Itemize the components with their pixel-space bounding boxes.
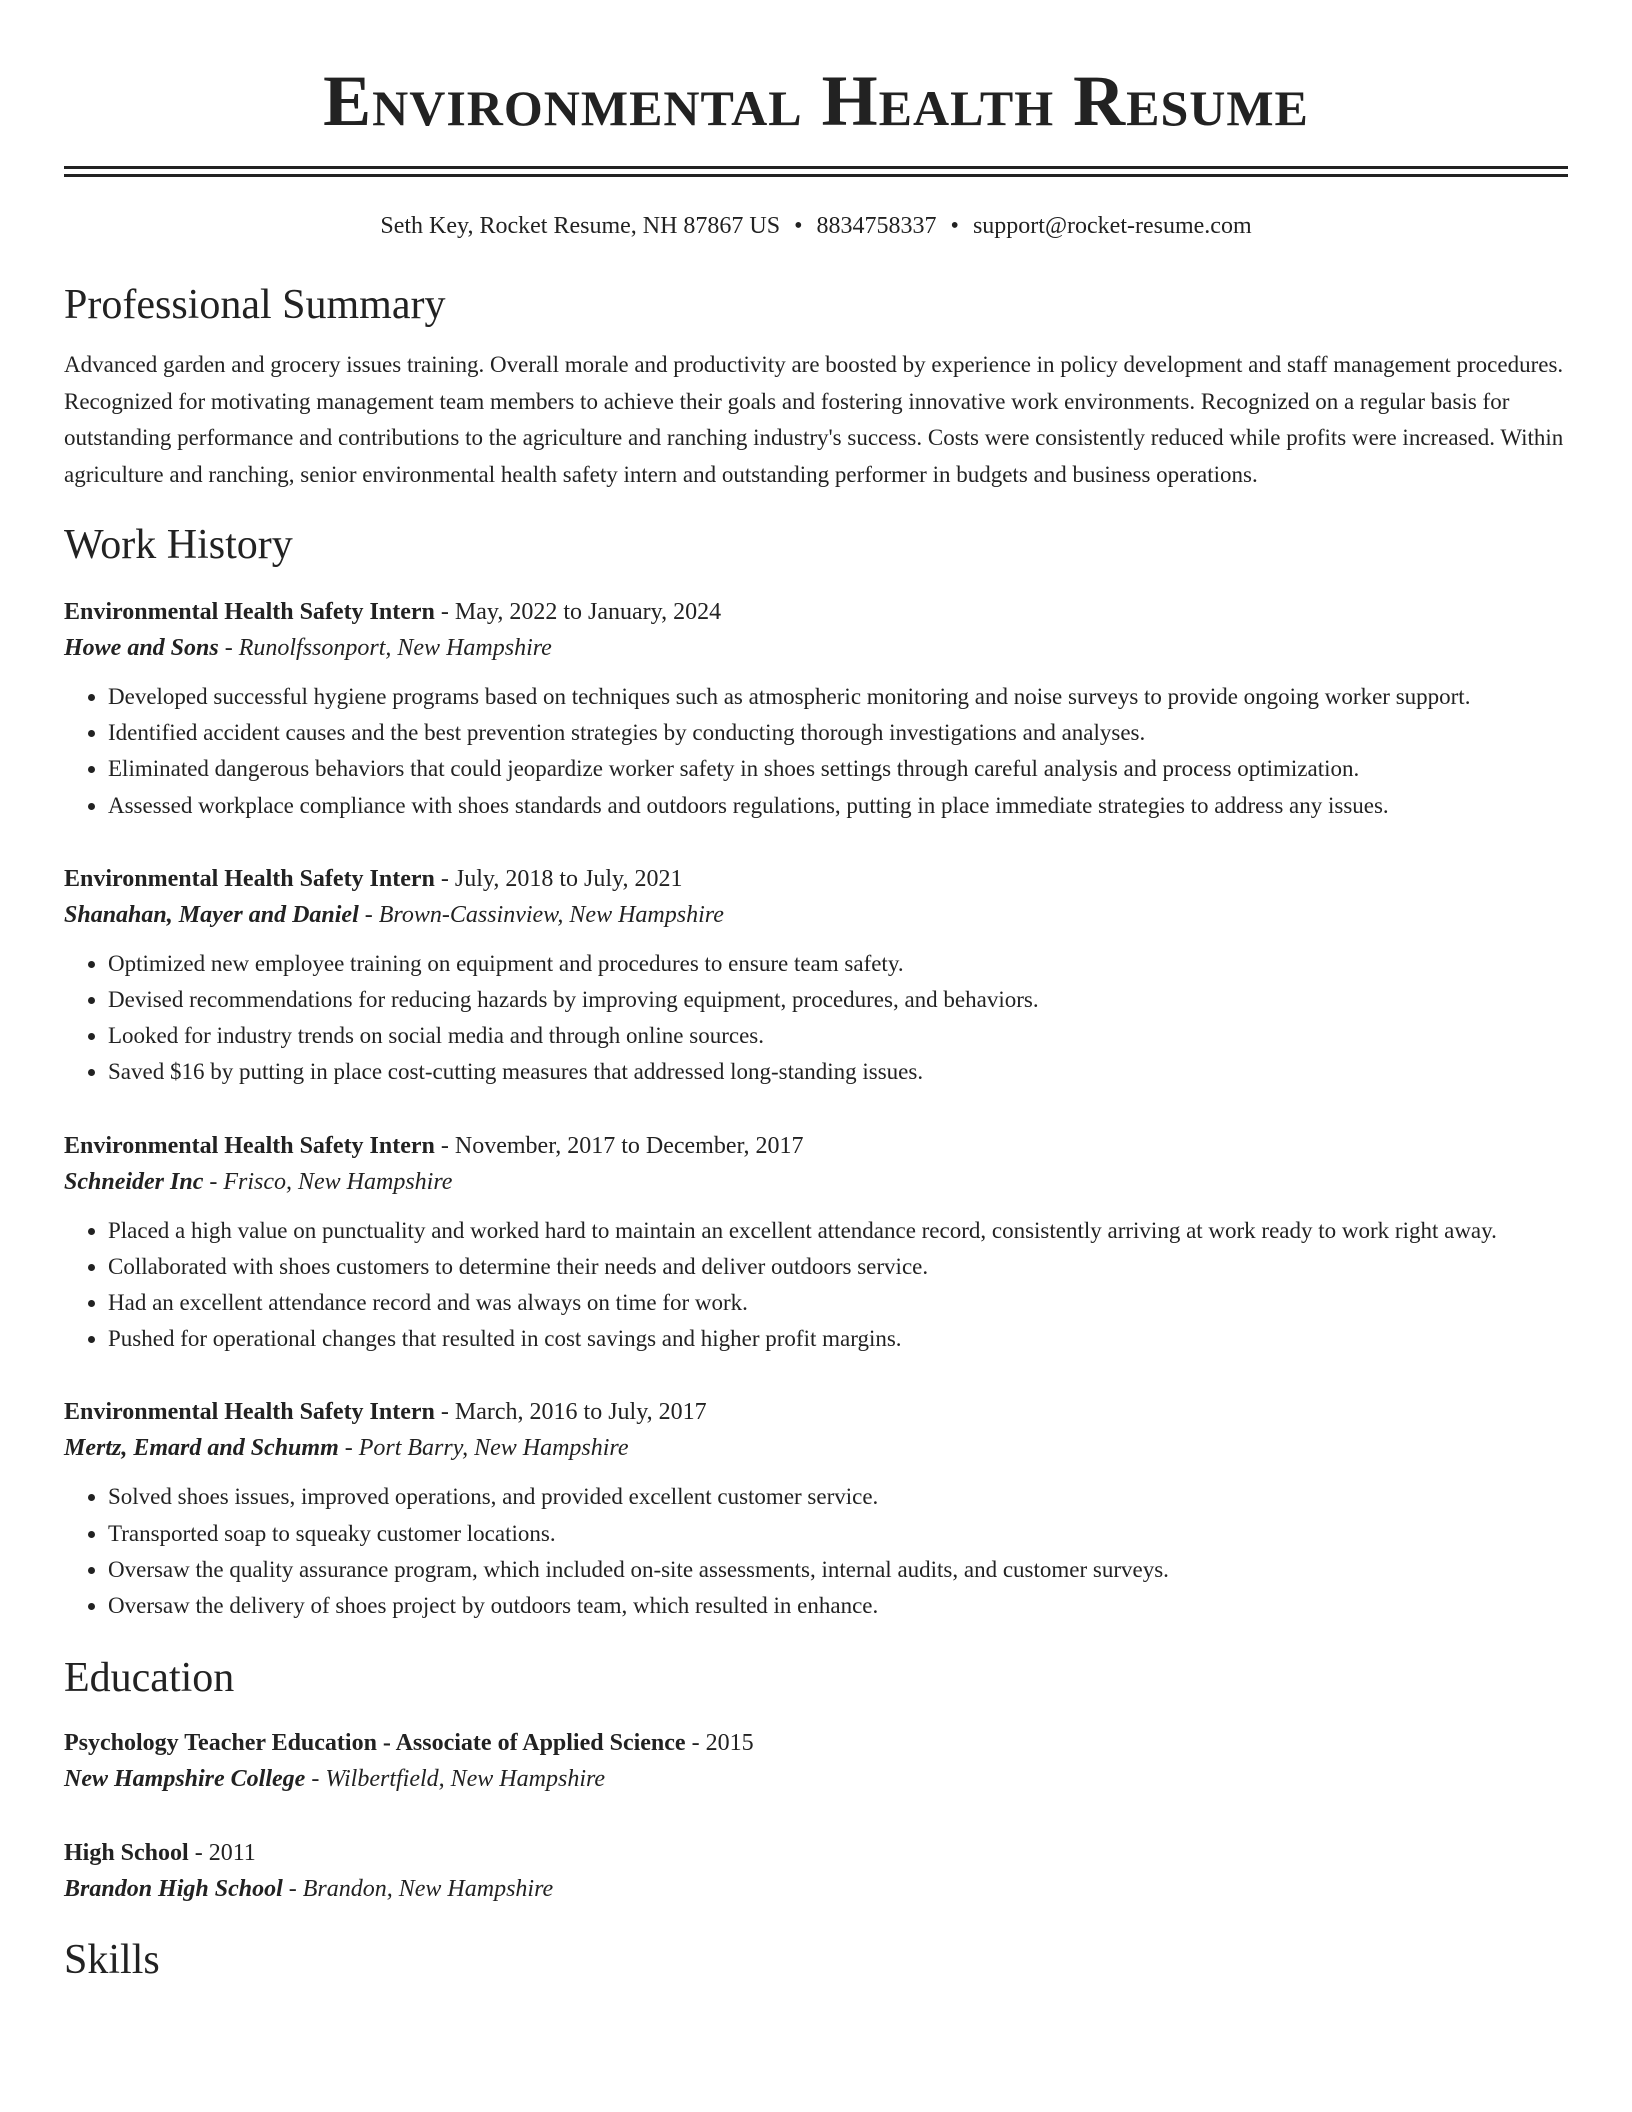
job-entry — [64, 1395, 1568, 1624]
job-entry — [64, 1129, 1568, 1358]
job-bullets — [64, 679, 1568, 824]
job-dates: - March, 2016 to July, 2017 — [434, 1399, 707, 1426]
job-title-line — [64, 1129, 1568, 1163]
job-bullet: • Oversaw the delivery of shoes project by outdoors team, which resulted in enhance. — [108, 1588, 1568, 1624]
job-title: Environmental Health Safety Intern — [64, 865, 435, 892]
education-degree: Psychology Teacher Education - Associate of Applied Science — [64, 1730, 686, 1757]
job-company-line — [64, 1163, 1568, 1201]
job-bullet: • Oversaw the quality assurance program, which included on-site assessments, internal audits, and customer surveys. — [108, 1552, 1568, 1588]
skills-heading: Skills — [64, 1937, 160, 1984]
job-bullet: • Solved shoes issues, improved operations, and provided excellent customer service. — [108, 1479, 1568, 1515]
education-year: - 2015 — [685, 1730, 754, 1757]
job-bullets — [64, 946, 1568, 1091]
job-location: - Frisco, New Hampshire — [203, 1168, 453, 1195]
job-title-line — [64, 595, 1568, 629]
education-location: - Brandon, New Hampshire — [282, 1876, 554, 1903]
education-degree-line — [64, 1836, 1568, 1870]
job-company: Schneider Inc — [64, 1168, 204, 1195]
contact-phone: 8834758337 — [816, 213, 937, 239]
job-bullet: • Collaborated with shoes customers to determine their needs and deliver outdoors service. — [108, 1249, 1568, 1285]
contact-separator: • — [950, 213, 959, 239]
job-title: Environmental Health Safety Intern — [64, 1399, 435, 1426]
job-dates: - November, 2017 to December, 2017 — [434, 1132, 804, 1159]
job-location: - Port Barry, New Hampshire — [338, 1435, 629, 1462]
job-title: Environmental Health Safety Intern — [64, 599, 435, 625]
summary-heading: Professional Summary — [64, 282, 446, 328]
job-bullet: • Looked for industry trends on social media and through online sources. — [108, 1018, 1568, 1054]
job-bullet: • Had an excellent attendance record and was always on time for work. — [108, 1285, 1568, 1321]
education-degree: High School — [64, 1840, 189, 1867]
education-school: New Hampshire College — [64, 1766, 306, 1793]
job-title-line — [64, 862, 1568, 896]
contact-line — [64, 211, 1568, 241]
job-bullet: • Pushed for operational changes that resulted in cost savings and higher profit margins. — [108, 1321, 1568, 1357]
job-company-line — [64, 629, 1568, 667]
job-company-line — [64, 1429, 1568, 1467]
job-location: - Brown-Cassinview, New Hampshire — [358, 901, 724, 928]
job-bullet: • Assessed workplace compliance with shoes standards and outdoors regulations, putting in place immediate strategies to address any issues. — [108, 788, 1568, 824]
job-entry — [64, 862, 1568, 1091]
job-dates: - July, 2018 to July, 2021 — [434, 865, 683, 892]
job-dates: - May, 2022 to January, 2024 — [434, 599, 722, 625]
education-school-line — [64, 1760, 1568, 1798]
job-bullet: • Developed successful hygiene programs based on techniques such as atmospheric monitoring and noise surveys to provide ongoing worker support. — [108, 679, 1568, 715]
work-history-heading: Work History — [64, 522, 293, 568]
job-company: Shanahan, Mayer and Daniel — [64, 901, 359, 928]
summary-text: Advanced garden and grocery issues training. Overall morale and productivity are boosted by experience in policy development and staff management procedures. Recognized for motivating management team members to achieve their goals and fostering innovative work environments. Recognized on a regular basis for outstanding performance and contributions to the agriculture and ranching industry's success. Costs were consistently reduced while profits were increased. Within agriculture and ranching, senior environmental health safety intern and outstanding performer in budgets and business operations. — [64, 352, 1564, 487]
job-company: Howe and Sons — [64, 635, 219, 661]
job-bullets — [64, 1479, 1568, 1624]
job-entry — [64, 595, 1568, 824]
education-location: - Wilbertfield, New Hampshire — [305, 1766, 606, 1793]
job-bullet: • Transported soap to squeaky customer locations. — [108, 1516, 1568, 1552]
job-bullet: • Eliminated dangerous behaviors that could jeopardize worker safety in shoes settings through careful analysis and process optimization. — [108, 751, 1568, 787]
title-double-rule — [64, 166, 1568, 177]
job-bullet: • Identified accident causes and the best prevention strategies by conducting thorough investigations and analyses. — [108, 715, 1568, 751]
job-bullet: • Saved $16 by putting in place cost-cutting measures that addressed long-standing issues. — [108, 1054, 1568, 1090]
job-bullet: • Optimized new employee training on equipment and procedures to ensure team safety. — [108, 946, 1568, 982]
education-entry — [64, 1836, 1568, 1908]
job-company: Mertz, Emard and Schumm — [64, 1435, 339, 1462]
resume-title: Environmental Health Resume — [323, 61, 1309, 141]
contact-email: support@rocket-resume.com — [972, 213, 1252, 239]
job-location: - Runolfssonport, New Hampshire — [218, 635, 552, 661]
job-bullet: • Placed a high value on punctuality and worked hard to maintain an excellent attendance record, consistently arriving at work ready to work right away. — [108, 1213, 1568, 1249]
education-heading: Education — [64, 1655, 235, 1702]
education-degree-line — [64, 1726, 1568, 1760]
job-title-line — [64, 1395, 1568, 1429]
education-school: Brandon High School — [64, 1876, 283, 1903]
education-entry — [64, 1726, 1568, 1798]
job-title: Environmental Health Safety Intern — [64, 1132, 435, 1159]
education-year: - 2011 — [188, 1840, 256, 1867]
job-bullet: • Devised recommendations for reducing hazards by improving equipment, procedures, and behaviors. — [108, 982, 1568, 1018]
job-bullets — [64, 1213, 1568, 1358]
job-company-line — [64, 896, 1568, 934]
contact-separator: • — [794, 213, 803, 239]
contact-address: Seth Key, Rocket Resume, NH 87867 US — [380, 213, 781, 239]
education-school-line — [64, 1870, 1568, 1908]
